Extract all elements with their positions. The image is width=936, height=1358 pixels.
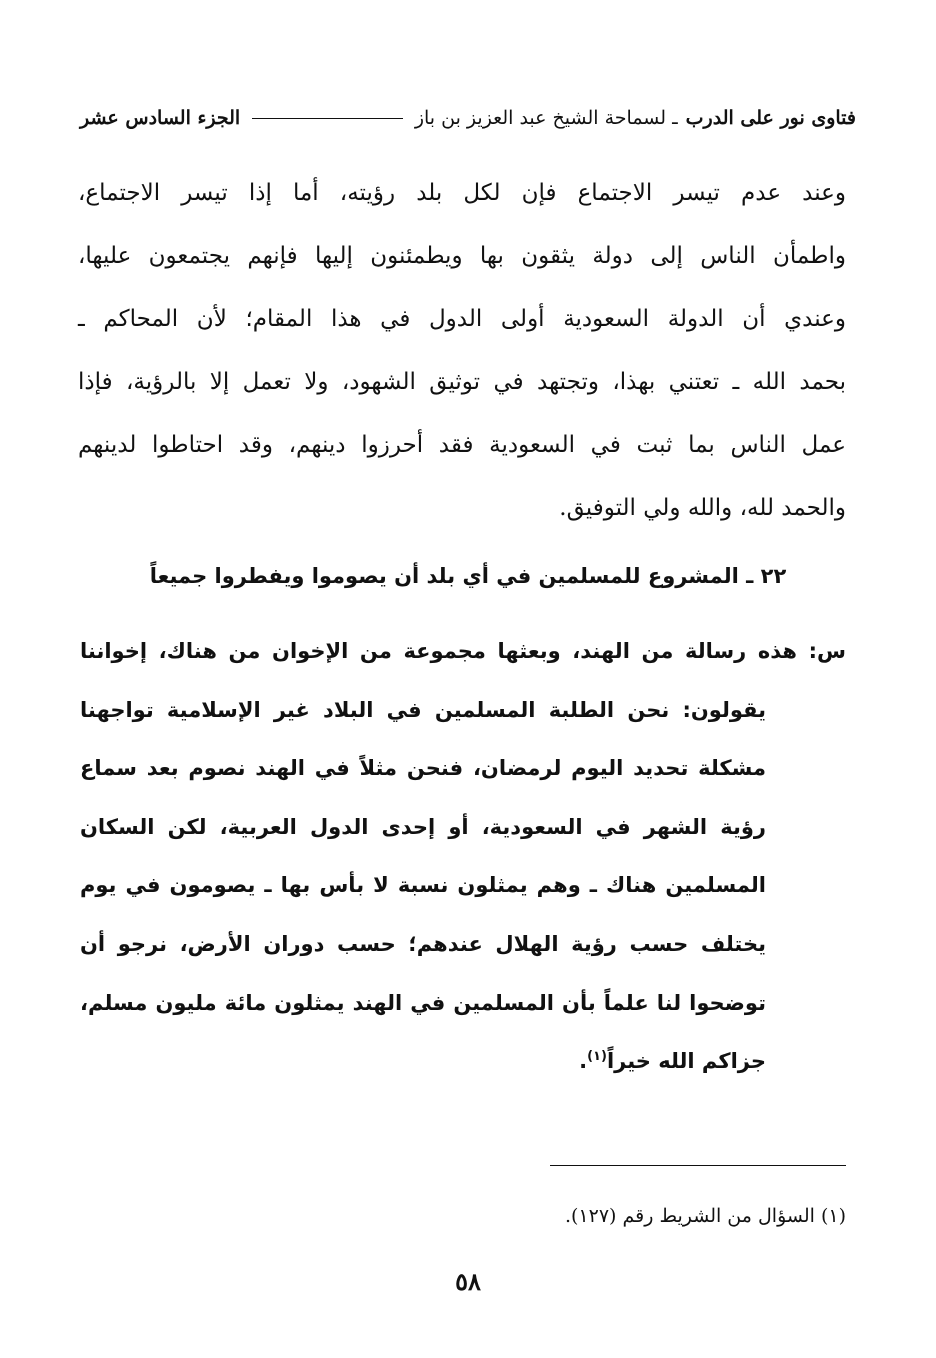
- question-label: س:: [808, 639, 846, 663]
- body-line: والحمد لله، والله ولي التوفيق.: [559, 495, 846, 521]
- page-number: ٥٨: [455, 1267, 481, 1296]
- question-line: مشكلة تحديد اليوم لرمضان، فنحن مثلاً في الهند نصوم بعد سماع: [80, 756, 766, 781]
- author-line: ـ لسماحة الشيخ عبد العزيز بن باز: [414, 107, 678, 129]
- body-line: واطمأن الناس إلى دولة يثقون بها ويطمئنون إليها فإنهم يجتمعون عليها،: [78, 243, 846, 269]
- answer-paragraph: [78, 162, 846, 540]
- volume-part: الجزء السادس عشر: [80, 107, 241, 129]
- question-line: رؤية الشهر في السعودية، أو إحدى الدول العربية، لكن السكان: [80, 814, 766, 839]
- book-title: فتاوى نور على الدرب: [685, 107, 856, 129]
- question-line: يختلف حسب رؤية الهلال عندهم؛ حسب دوران الأرض، نرجو أن: [80, 931, 766, 956]
- question-end-mark: .: [579, 1049, 588, 1074]
- body-line: بحمد الله ـ تعتني بهذا، وتجتهد في توثيق الشهود، ولا تعمل إلا بالرؤية، فإذا: [78, 369, 846, 395]
- question-closing-text: جزاكم الله خيراً: [606, 1049, 766, 1074]
- body-line: وعندي أن الدولة السعودية أولى الدول في هذا المقام؛ لأن المحاكم ـ: [78, 306, 846, 332]
- question-last-line: [80, 1032, 846, 1091]
- question-line: المسلمين هناك ـ وهم يمثلون نسبة لا بأس بها ـ يصومون في يوم: [80, 873, 766, 898]
- body-line: عمل الناس بما ثبت في السعودية فقد أحرزوا دينهم، وقد احتاطوا لدينهم: [78, 432, 846, 458]
- question-block: [80, 622, 846, 1091]
- question-line: [80, 622, 846, 681]
- question-first-line: هذه رسالة من الهند، وبعثها مجموعة من الإخوان من هناك، إخواننا: [80, 639, 797, 663]
- running-header: [80, 102, 856, 134]
- footnote: (١) السؤال من الشريط رقم (١٢٧).: [564, 1205, 846, 1227]
- body-line: وعند عدم تيسر الاجتماع فإن لكل بلد رؤيته، أما إذا تيسر الاجتماع،: [78, 180, 846, 206]
- footnote-reference[interactable]: (١): [587, 1049, 607, 1065]
- header-rule: [252, 118, 403, 119]
- question-line: توضحوا لنا علماً بأن المسلمين في الهند يمثلون مائة مليون مسلم،: [80, 990, 766, 1015]
- footnote-separator: [550, 1165, 846, 1166]
- question-line: يقولون: نحن الطلبة المسلمين في البلاد غير الإسلامية تواجهنا: [80, 697, 766, 722]
- section-heading: ٢٢ ـ المشروع للمسلمين في أي بلد أن يصوموا ويفطروا جميعاً: [149, 564, 787, 588]
